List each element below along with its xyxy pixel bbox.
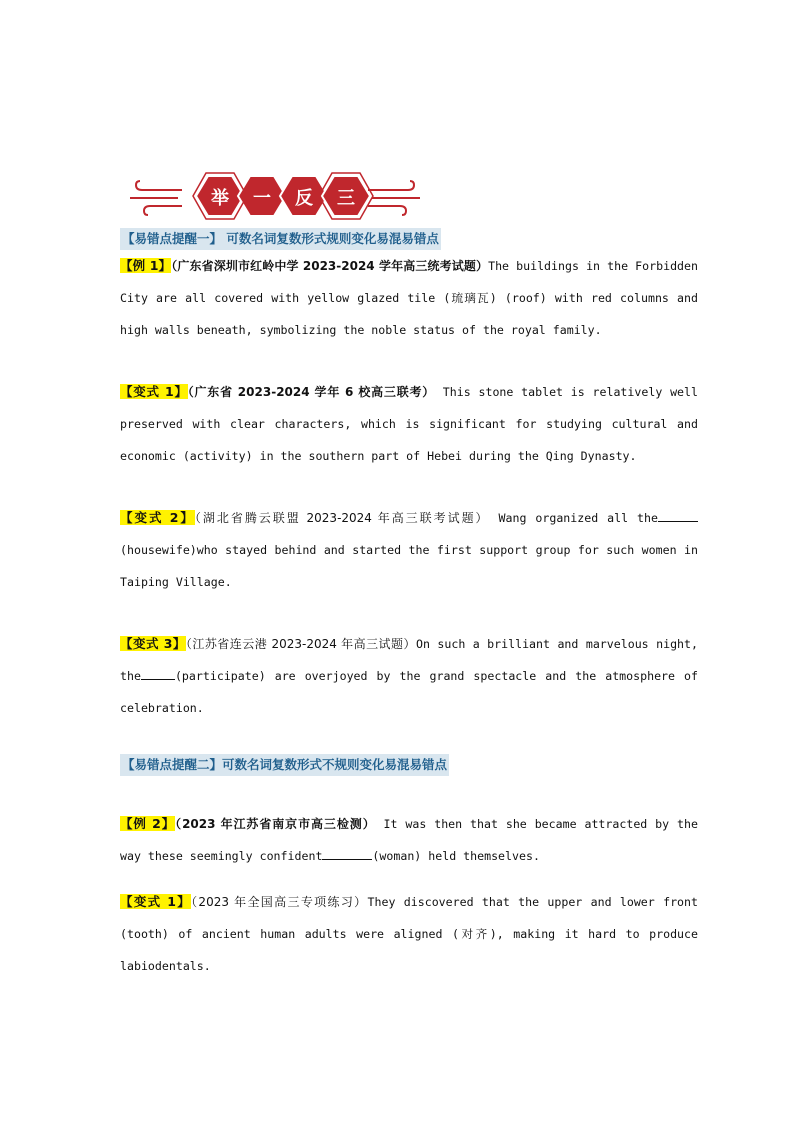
question-text: It was then that she became attracted by the way these seemingly confident — [120, 817, 698, 863]
question-tag: 【变式 1】 — [120, 384, 188, 399]
question-item — [120, 250, 698, 346]
section-heading-text: 【易错点提醒二】可数名词复数形式不规则变化易混易错点 — [120, 754, 449, 776]
question-text: This stone tablet is relatively well preserved with clear characters, which is significant for studying cultural and economic (activity) in the southern part of Hebei during the Qing Dynasty. — [120, 385, 698, 463]
question-source: （广东省深圳市红岭中学 2023-2024 学年高三统考试题） — [171, 259, 489, 273]
banner-char-4: 三 — [337, 188, 355, 209]
question-text: They discovered that the upper and lower front (tooth) of ancient human adults were aligned (对齐), making it hard to produce labiodentals. — [120, 895, 698, 973]
section-heading-2 — [120, 754, 698, 776]
banner-char-3: 反 — [295, 188, 313, 209]
answer-blank[interactable] — [658, 509, 698, 522]
answer-blank[interactable] — [322, 847, 372, 860]
question-tag: 【变式 2】 — [120, 510, 195, 525]
question-source: （2023 年江苏省南京市高三检测） — [175, 817, 376, 831]
question-source: （湖北省腾云联盟 2023-2024 年高三联考试题） — [194, 511, 490, 525]
question-source: （江苏省连云港 2023-2024 年高三试题） — [185, 637, 416, 651]
question-text: The buildings in the Forbidden City are all covered with yellow glazed tile (琉璃瓦) (roof) with red columns and high walls beneath, symbolizing the noble status of the royal family. — [120, 259, 698, 337]
banner-char-1: 举 — [211, 188, 229, 209]
section-heading-1 — [120, 228, 698, 250]
question-text-cont: (housewife)who stayed behind and started the first support group for such women in Taiping Village. — [120, 543, 698, 589]
question-item — [120, 886, 698, 982]
question-item — [120, 376, 698, 472]
question-tag: 【例 2】 — [120, 816, 176, 831]
section-heading-text: 【易错点提醒一】 可数名词复数形式规则变化易混易错点 — [120, 228, 441, 250]
document-content — [120, 228, 698, 982]
question-source: （2023 年全国高三专项练习） — [191, 895, 368, 909]
section-banner — [120, 170, 430, 222]
question-item — [120, 502, 698, 598]
question-source: （广东省 2023-2024 学年 6 校高三联考） — [187, 385, 436, 399]
question-item — [120, 628, 698, 724]
question-tag: 【变式 1】 — [120, 894, 192, 909]
answer-blank[interactable] — [141, 667, 175, 680]
question-text-cont: (participate) are overjoyed by the grand spectacle and the atmosphere of celebration. — [120, 669, 698, 715]
banner-char-2: 一 — [253, 188, 271, 209]
question-item — [120, 808, 698, 872]
question-text-cont: (woman) held themselves. — [372, 849, 540, 863]
question-tag: 【例 1】 — [120, 258, 172, 273]
question-text: Wang organized all the — [489, 511, 658, 525]
question-text: On such a brilliant and marvelous night, the — [120, 637, 698, 683]
question-tag: 【变式 3】 — [120, 636, 186, 651]
